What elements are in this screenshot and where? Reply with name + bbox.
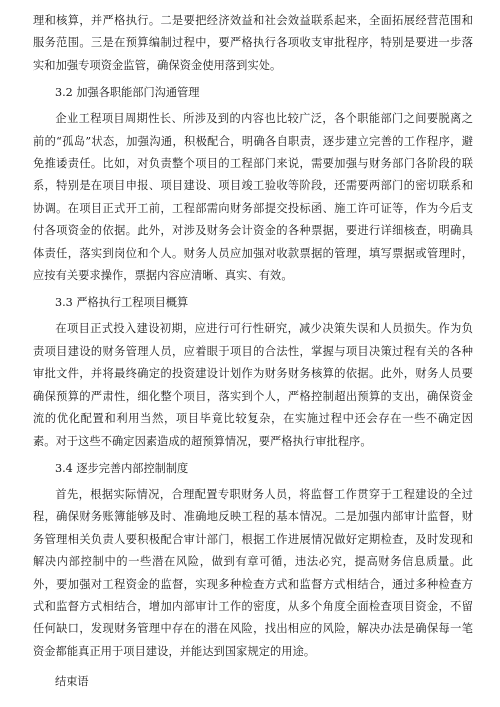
intro-paragraph: 理和核算，并严格执行。二是要把经济效益和社会效益联系起来，全面拓展经营范围和服务范围。三是在预算编制过程中，要严格执行各项收支审批程序，特别是要进一步落实和加强专项资金监管，确保资金使用落到实处。 — [33, 14, 473, 72]
conclusion-heading: 结束语 — [55, 675, 89, 689]
section-heading-3-2: 3.2 加强各职能部门沟通管理 — [55, 86, 200, 100]
document-body — [33, 10, 473, 693]
section-paragraph-3-2: 企业工程项目周期性长、所涉及到的内容也比较广泛，各个职能部门之间要脱离之前的“孤岛”状态，加强沟通，积极配合，明确各自职责，逐步建立完善的工作程序，避免推诿责任。比如，对负责整个项目的工程部门来说，需要加强与财务部门各阶段的联系，特别是在项目申报、项目建设、项目竣工验收等阶段，还需要两部门的密切联系和协调。在项目正式开工前，工程部需向财务部提交投标函、施工许可证等，作为今后支付各项资金的依据。此外，对涉及财务会计资金的各种票据，要进行详细核查，明确具体责任，落实到岗位和个人。财务人员应加强对收款票据的管理，填写票据或管理时，应按有关要求操作，票据内容应清晰、真实、有效。 — [33, 112, 473, 283]
section-paragraph-3-4: 首先，根据实际情况，合理配置专职财务人员，将监督工作贯穿于工程建设的全过程，确保财务账簿能够及时、准确地反映工程的基本情况。二是加强内部审计监督，财务管理相关负责人要积极配合审计部门，根据工作进展情况做好定期检查，及时发现和解决内部控制中的一些潜在风险，做到有章可循，违法必究，提高财务信息质量。此外，要加强对工程资金的监督，实现多种检查方式和监督方式相结合，通过多种检查方式和监督方式相结合，增加内部审计工作的密度，从多个角度全面检查项目资金，不留任何缺口，发现财务管理中存在的潜在风险，找出相应的风险，解决办法是确保每一笔资金都能真正用于项目建设，并能达到国家规定的用途。 — [33, 487, 473, 658]
section-heading-3-3: 3.3 严格执行工程项目概算 — [55, 296, 189, 310]
section-paragraph-3-3: 在项目正式投入建设初期，应进行可行性研究，减少决策失误和人员损失。作为负责项目建设的财务管理人员，应着眼于项目的合法性，掌握与项目决策过程有关的各种审批文件，并将最终确定的投资建设计划作为财务财务核算的依据。此外，财务人员要确保预算的严肃性，细化整个项目，落实到个人，严格控制超出预算的支出，确保资金流的优化配置和利用当然，项目毕竟比较复杂，在实施过程中还会存在一些不确定因素。对于这些不确定因素造成的超预算情况，要严格执行审批程序。 — [33, 322, 473, 448]
section-heading-3-4: 3.4 逐步完善内部控制制度 — [55, 461, 189, 475]
